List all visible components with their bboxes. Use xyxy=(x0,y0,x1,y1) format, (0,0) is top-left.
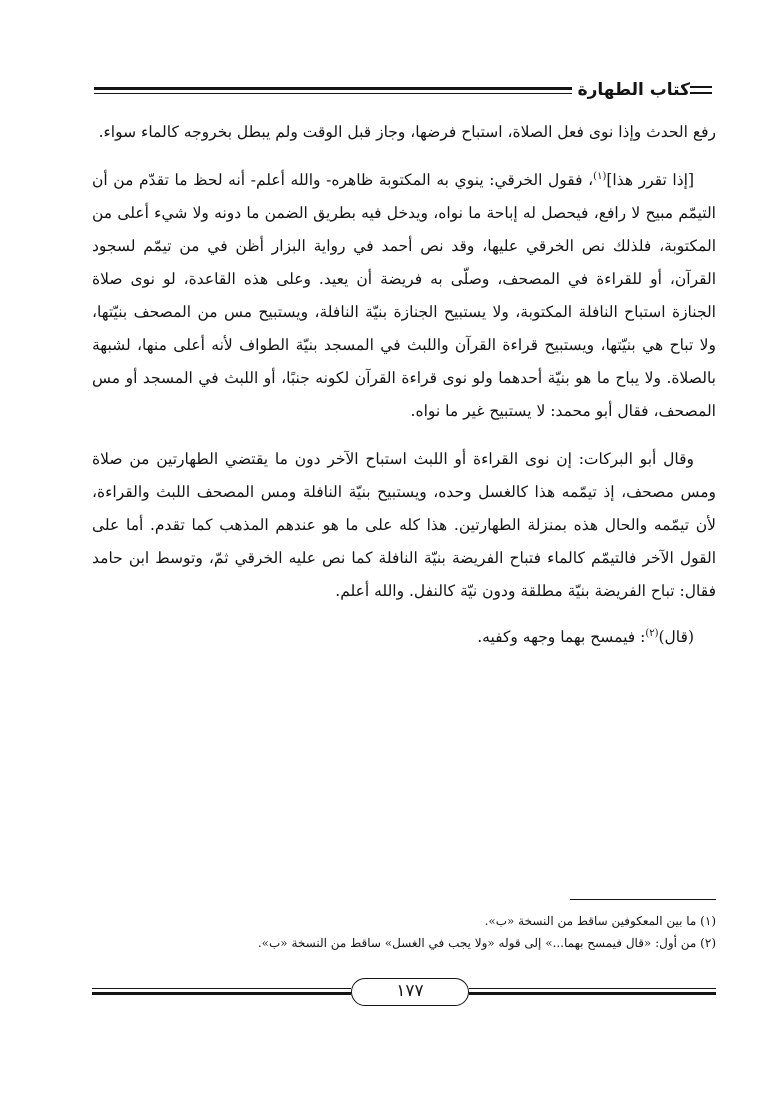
paragraph-1: رفع الحدث وإذا نوى فعل الصلاة، استباح فرضها، وجاز قبل الوقت ولم يبطل بخروجه كالماء سواء. xyxy=(98,123,716,141)
paragraph-4-text: : فيمسح بهما وجهه وكفيه. xyxy=(477,628,646,646)
footer-rule-right xyxy=(469,988,716,995)
footnote-ref-1: (١) xyxy=(593,170,607,182)
running-header xyxy=(92,75,716,105)
footer-rule-left xyxy=(92,988,351,995)
book-page xyxy=(92,0,716,1093)
header-rule xyxy=(94,87,572,94)
page-footer xyxy=(92,978,716,1006)
page-number: ١٧٧ xyxy=(351,978,469,1006)
footnote-2: (٢) من أول: «قال فيمسح بهما...» إلى قوله «ولا يجب في الغسل» ساقط من النسخة «ب». xyxy=(257,936,716,950)
footnotes xyxy=(92,910,716,954)
paragraph-3: وقال أبو البركات: إن نوى القراءة أو اللبث استباح الآخر دون ما يقتضي الطهارتين من صلاة ومس مصحف، إذ تيمّمه هذا كالغسل وحده، ويستبيح بنيّة النافلة ومس المصحف اللبث والقراءة، لأن تيمّمه والحال هذه بمنزلة الطهارتين. هذا كله على ما هو عندهم المذهب كما تقدم. أما على القول الآخر فالتيمّم كالماء فتباح الفريضة بنيّة النافلة كما نص عليه الخرقي ثمّ، وتوسط ابن حامد فقال: تباح الفريضة بنيّة مطلقة ودون نيّة كالنفل. والله أعلم. xyxy=(92,450,716,600)
footnote-ref-2: (٢) xyxy=(645,627,659,639)
main-text xyxy=(92,116,716,669)
qal-label: (قال) xyxy=(658,628,694,646)
footnote-separator xyxy=(570,899,716,900)
footnote-1: (١) ما بين المعكوفين ساقط من النسخة «ب». xyxy=(484,914,716,928)
header-title: كتاب الطهارة xyxy=(577,80,690,100)
paragraph-4 xyxy=(92,621,716,654)
paragraph-2-text: ، فقول الخرقي: ينوي به المكتوبة ظاهره- والله أعلم- أنه لحظ ما تقدّم من أن التيمّم مبيح لا رافع، فيحصل له إباحة ما نواه، ويدخل فيه بطريق الضمن ما دونه ولا شيء أعلى من المكتوبة، فلذلك نص الخرقي عليها، وقد نص أحمد في رواية البزار أظن في من تيمّم لسجود القرآن، أو للقراءة في المصحف، وصلّى به فريضة أن يعيد. وعلى هذه القاعدة، لو نوى صلاة الجنازة استباح النافلة المكتوبة، ولا يستبيح الجنازة بنيّة النافلة، ويستبيح مس من المصحف بنيّتها، ولا تباح هي بنيّتها، ويستبيح قراءة القرآن واللبث في المسجد بنيّة الطواف لأنه أعلى منها، لشبهة بالصلاة. ولا يباح ما هو بنيّة أحدهما ولو نوى قراءة القرآن لكونه جنبًا، أو اللبث في المسجد أو مس المصحف، فقال أبو محمد: لا يستبيح غير ما نواه. xyxy=(92,171,716,420)
header-ornament xyxy=(690,86,712,94)
bracketed-phrase: [إذا تقرر هذا] xyxy=(606,171,694,189)
paragraph-2 xyxy=(92,164,716,428)
